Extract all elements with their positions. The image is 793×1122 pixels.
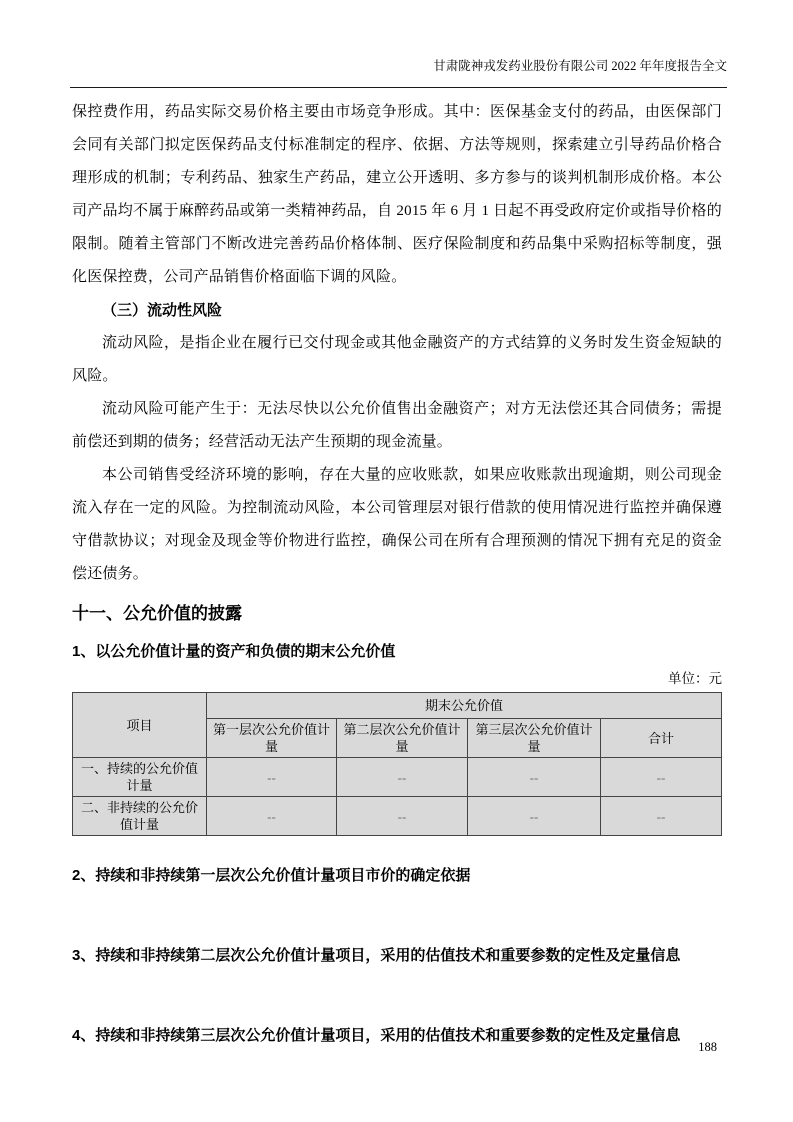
- table-header-level2: 第二层次公允价值计量: [337, 719, 468, 758]
- paragraph-liquidity-definition: 流动风险，是指企业在履行已交付现金或其他金融资产的方式结算的义务时发生资金短缺的风险。: [72, 335, 722, 384]
- table-header-item: 项目: [73, 693, 207, 758]
- table-row-continuous: [73, 758, 722, 797]
- section-title-fair-value: 十一、公允价值的披露: [72, 604, 242, 623]
- table-header-level1: 第一层次公允价值计量: [207, 719, 337, 758]
- subsection-3-title: 3、持续和非持续第二层次公允价值计量项目，采用的估值技术和重要参数的定性及定量信息: [72, 947, 681, 964]
- table-cell: --: [468, 797, 601, 836]
- table-row-label: 一、持续的公允价值计量: [73, 758, 207, 797]
- page-header: [70, 56, 727, 88]
- table-header-group: 期末公允价值: [207, 693, 722, 719]
- paragraph-liquidity-causes: 流动风险可能产生于：无法尽快以公允价值售出金融资产；对方无法偿还其合同债务；需提前偿还到期的债务；经营活动无法产生预期的现金流量。: [72, 401, 722, 450]
- paragraph-liquidity-control: 本公司销售受经济环境的影响，存在大量的应收账款，如果应收账款出现逾期，则公司现金流入存在一定的风险。为控制流动风险，本公司管理层对银行借款的使用情况进行监控并确保遵守借款协议；对现金及现金等价物进行监控，确保公司在所有合理预测的情况下拥有充足的资金偿还债务。: [72, 467, 722, 582]
- table-cell: --: [207, 758, 337, 797]
- table-cell: --: [468, 758, 601, 797]
- subsection-4-title: 4、持续和非持续第三层次公允价值计量项目，采用的估值技术和重要参数的定性及定量信息: [72, 1027, 681, 1044]
- fair-value-table: [72, 692, 722, 836]
- table-row-label: 二、非持续的公允价值计量: [73, 797, 207, 836]
- page-number: 188: [698, 1040, 717, 1054]
- page-content: [72, 96, 722, 1049]
- table-header-total: 合计: [601, 719, 722, 758]
- table-cell: --: [337, 758, 468, 797]
- subsection-2-title: 2、持续和非持续第一层次公允价值计量项目市价的确定依据: [72, 867, 471, 884]
- table-cell: --: [207, 797, 337, 836]
- unit-label: 单位：元: [668, 671, 722, 686]
- table-cell: --: [601, 758, 722, 797]
- table-group-header-row: [73, 693, 722, 719]
- table-row-non-continuous: [73, 797, 722, 836]
- paragraph-price-risk: 保控费作用，药品实际交易价格主要由市场竞争形成。其中：医保基金支付的药品，由医保部门会同有关部门拟定医保药品支付标准制定的程序、依据、方法等规则，探索建立引导药品价格合理形成的机制；专利药品、独家生产药品，建立公开透明、多方参与的谈判机制形成价格。本公司产品均不属于麻醉药品或第一类精神药品，自 2015 年 6 月 1 日起不再受政府定价或指导价格的限制。随着主管部门不断改进完善药品价格体制、医疗保险制度和药品集中采购招标等制度，强化医保控费，公司产品销售价格面临下调的风险。: [72, 104, 722, 285]
- subsection-1-title: 1、以公允价值计量的资产和负债的期末公允价值: [72, 643, 396, 660]
- table-cell: --: [601, 797, 722, 836]
- heading-liquidity-risk: （三）流动性风险: [102, 302, 223, 319]
- report-title: 甘肃陇神戎发药业股份有限公司 2022 年年度报告全文: [433, 59, 727, 73]
- table-cell: --: [337, 797, 468, 836]
- table-header-level3: 第三层次公允价值计量: [468, 719, 601, 758]
